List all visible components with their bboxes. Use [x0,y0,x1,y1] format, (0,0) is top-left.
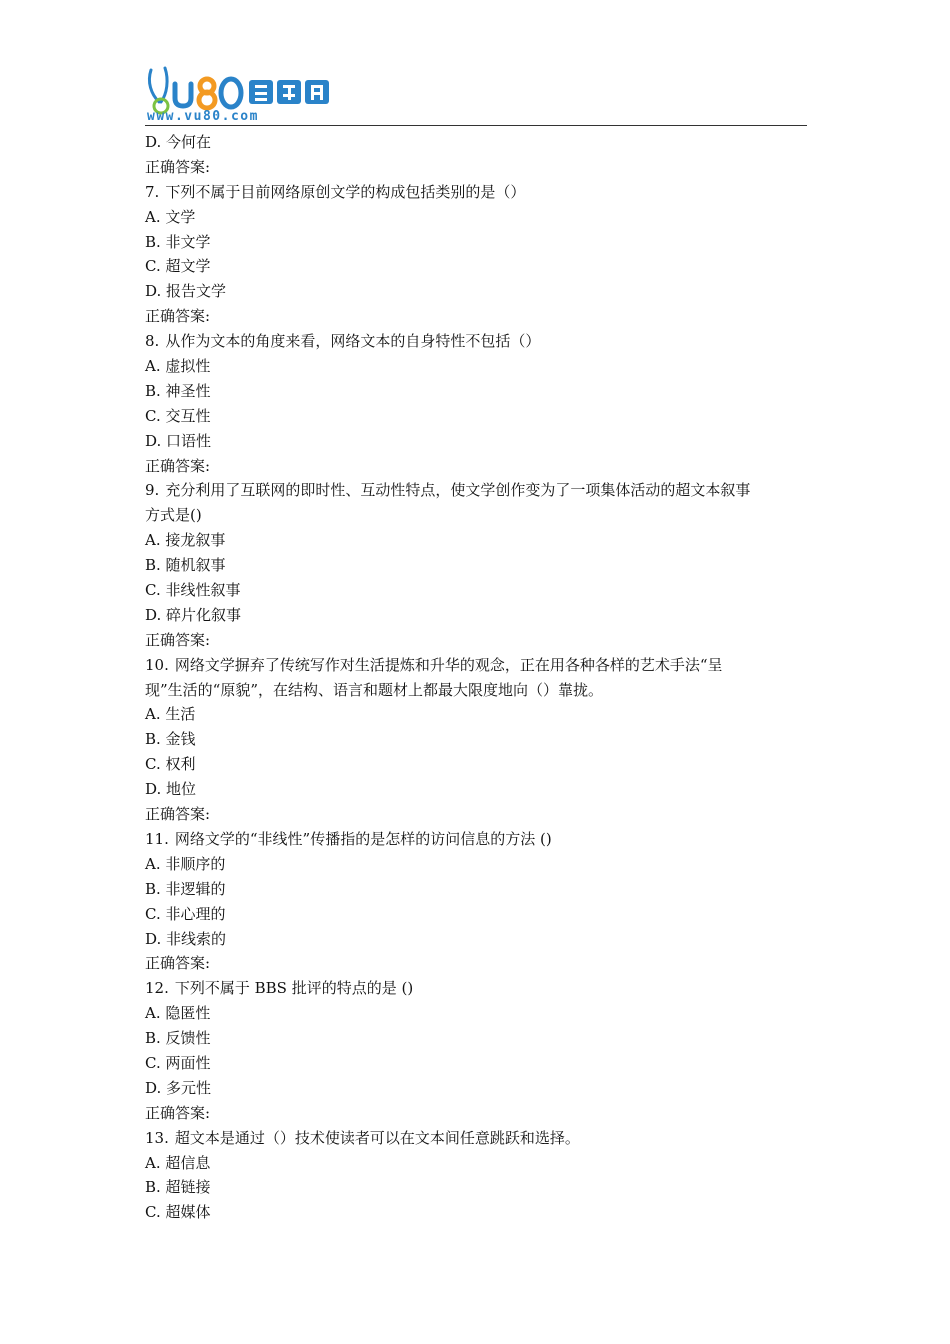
question-number: 9. [145,481,160,500]
page-header [145,64,807,126]
option-a: A. 超信息 [145,1153,211,1172]
answer-label: 正确答案: [145,157,211,176]
option-d: D. 多元性 [145,1078,212,1097]
answer-label: 正确答案: [145,954,211,973]
option-a: A. 生活 [145,705,196,724]
question-stem [145,478,807,503]
question-number: 7. [145,182,160,201]
header-divider [145,125,807,126]
option-b: B. 金钱 [145,730,196,749]
option-b: B. 随机叙事 [145,556,226,575]
option-b: B. 神圣性 [145,381,211,400]
option-b: B. 非文学 [145,232,211,251]
option-c: C. 交互性 [145,406,211,425]
option-c: C. 非心理的 [145,904,226,923]
option-d: D. 碎片化叙事 [145,605,242,624]
question-text: 下列不属于 BBS 批评的特点的是 () [174,979,414,998]
option-d: D. 地位 [145,780,197,799]
option-b: B. 非逻辑的 [145,879,226,898]
question-text: 网络文学的“非线性”传播指的是怎样的访问信息的方法 () [174,829,552,848]
question-stem [145,653,807,678]
vu80-logo [145,64,345,124]
option-d: D. 报告文学 [145,282,227,301]
question-text: 充分利用了互联网的即时性、互动性特点，使文学创作变为了一项集体活动的超文本叙事 [165,481,751,500]
option-a: A. 文学 [145,207,196,226]
answer-label: 正确答案: [145,456,211,475]
question-number: 10. [145,655,169,674]
answer-label: 正确答案: [145,307,211,326]
question-stem [145,180,807,205]
question-number: 11. [145,829,169,848]
question-stem [145,827,807,852]
question-text: 从作为文本的角度来看，网络文本的自身特性不包括（） [165,332,541,351]
question-text-continued: 方式是() [145,506,202,525]
option-c: C. 超文学 [145,257,211,276]
option-c: C. 超媒体 [145,1203,211,1222]
logo-url-text: www.vu80.com [147,109,259,124]
question-text: 下列不属于目前网络原创文学的构成包括类别的是（） [165,182,526,201]
question-number: 12. [145,979,169,998]
question-stem [145,976,807,1001]
question-stem [145,1126,807,1151]
option-b: B. 超链接 [145,1178,211,1197]
question-text: 超文本是通过（）技术使读者可以在文本间任意跳跃和选择。 [174,1128,580,1147]
question-stem [145,329,807,354]
document-body [145,130,807,1225]
bunny-ears-mark [149,68,167,102]
option-d: D. 口语性 [145,431,212,450]
option-a: A. 虚拟性 [145,357,211,376]
option-d: D. 非线索的 [145,929,227,948]
option-c: C. 权利 [145,755,196,774]
option-c: C. 两面性 [145,1053,211,1072]
question-number: 13. [145,1128,169,1147]
option-a: A. 隐匿性 [145,1004,211,1023]
option-b: B. 反馈性 [145,1029,211,1048]
option-text: D. 今何在 [145,133,212,151]
question-text: 网络文学摒弃了传统写作对生活提炼和升华的观念，正在用各种各样的艺术手法“呈 [174,655,723,674]
option-c: C. 非线性叙事 [145,581,241,600]
answer-label: 正确答案: [145,1103,211,1122]
option-a: A. 接龙叙事 [145,531,226,550]
answer-label: 正确答案: [145,630,211,649]
question-text-continued: 现”生活的“原貌”，在结构、语言和题材上都最大限度地向（）靠拢。 [145,680,604,699]
option-a: A. 非顺序的 [145,854,226,873]
answer-label: 正确答案: [145,805,211,824]
question-number: 8. [145,332,160,351]
